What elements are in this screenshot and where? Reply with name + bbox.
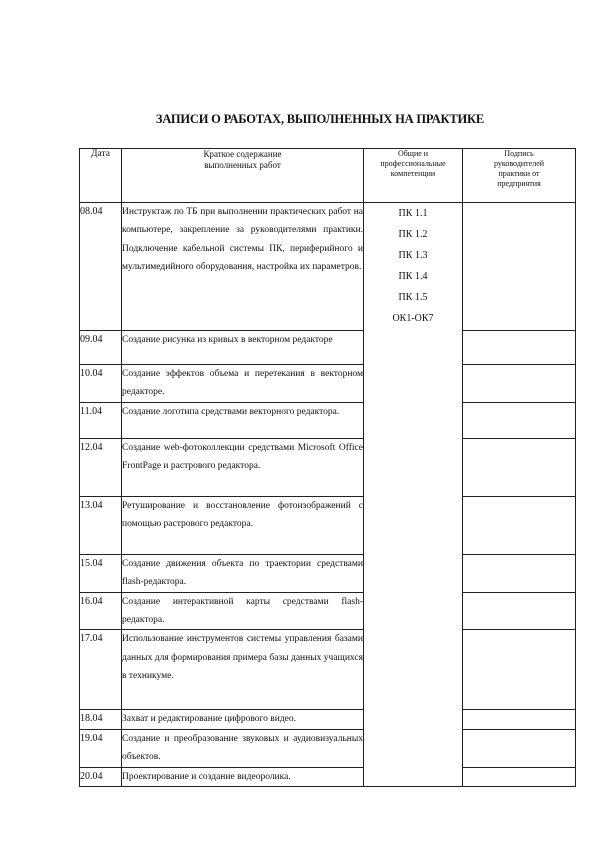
row-content: Захват и редактирование цифрового видео. [122,710,364,729]
table-row [80,710,576,729]
competency-code: ПК 1.3 [398,250,428,261]
row-date: 18.04 [80,710,122,729]
row-date: 10.04 [80,365,122,403]
table-row [80,496,576,554]
work-records-table [79,148,576,787]
signature-cell[interactable] [463,365,576,403]
competency-code: ПК 1.1 [398,208,428,219]
row-content: Создание интерактивной карты средствами flash-редактора. [122,592,364,630]
signature-cell[interactable] [463,438,576,496]
row-content: Создание эффектов объема и перетекания в векторном редакторе. [122,365,364,403]
competency-code: ПК 1.2 [398,229,428,240]
row-content: Использование инструментов системы управления базами данных для формирования примера базы данных учащихся в техникуме. [122,630,364,710]
table-row [80,203,576,331]
table-body [80,203,576,787]
table-row [80,729,576,767]
signature-cell[interactable] [463,729,576,767]
signature-cell[interactable] [463,203,576,331]
table-row [80,630,576,710]
row-date: 17.04 [80,630,122,710]
row-content: Создание движения объекта по траектории средствами flash-редактора. [122,554,364,592]
table-row [80,554,576,592]
table-row [80,365,576,403]
table-row [80,331,576,365]
table-row [80,592,576,630]
header-signature [463,149,576,203]
signature-cell[interactable] [463,710,576,729]
row-date: 19.04 [80,729,122,767]
row-content: Создание web-фотоколлекции средствами Microsoft Office FrontPage и растрового редактора. [122,438,364,496]
table-row [80,402,576,438]
header-date: Дата [80,149,122,203]
row-content: Инструктаж по ТБ при выполнении практических работ на компьютере, закрепление за руководителями практики. Подключение кабельной системы ПК, периферийного и мультимедийного оборудования, настройка их параметров. [122,203,364,331]
table-header-row [80,149,576,203]
row-date: 16.04 [80,592,122,630]
competency-code: ПК 1.5 [398,292,428,303]
row-date: 12.04 [80,438,122,496]
row-content: Создание рисунка из кривых в векторном редакторе [122,331,364,365]
signature-cell[interactable] [463,592,576,630]
page-title: ЗАПИСИ О РАБОТАХ, ВЫПОЛНЕННЫХ НА ПРАКТИКЕ [155,112,485,126]
row-content: Создание и преобразование звуковых и аудиовизуальных объектов. [122,729,364,767]
row-date: 08.04 [80,203,122,331]
signature-cell[interactable] [463,496,576,554]
header-content [122,149,364,203]
row-date: 13.04 [80,496,122,554]
row-date: 09.04 [80,331,122,365]
header-signature-text: Подпись руководителей практики от предприятия [493,149,545,188]
row-content: Создание логотипа средствами векторного редактора. [122,402,364,438]
competency-code: ОК1-ОК7 [392,313,434,324]
header-competencies-text: Общие и профессиональные компетенции [380,149,446,178]
row-content: Проектирование и создание видеоролика. [122,767,364,786]
table-row [80,438,576,496]
row-date: 20.04 [80,767,122,786]
row-date: 15.04 [80,554,122,592]
header-content-text: Краткое содержание выполненных работ [203,149,282,170]
competencies-cell [364,203,463,787]
signature-cell[interactable] [463,767,576,786]
row-content: Ретуширование и восстановление фотоизображений с помощью растрового редактора. [122,496,364,554]
signature-cell[interactable] [463,331,576,365]
row-date: 11.04 [80,402,122,438]
table-row [80,767,576,786]
signature-cell[interactable] [463,630,576,710]
signature-cell[interactable] [463,402,576,438]
signature-cell[interactable] [463,554,576,592]
header-competencies [364,149,463,203]
competency-code: ПК 1.4 [398,271,428,282]
